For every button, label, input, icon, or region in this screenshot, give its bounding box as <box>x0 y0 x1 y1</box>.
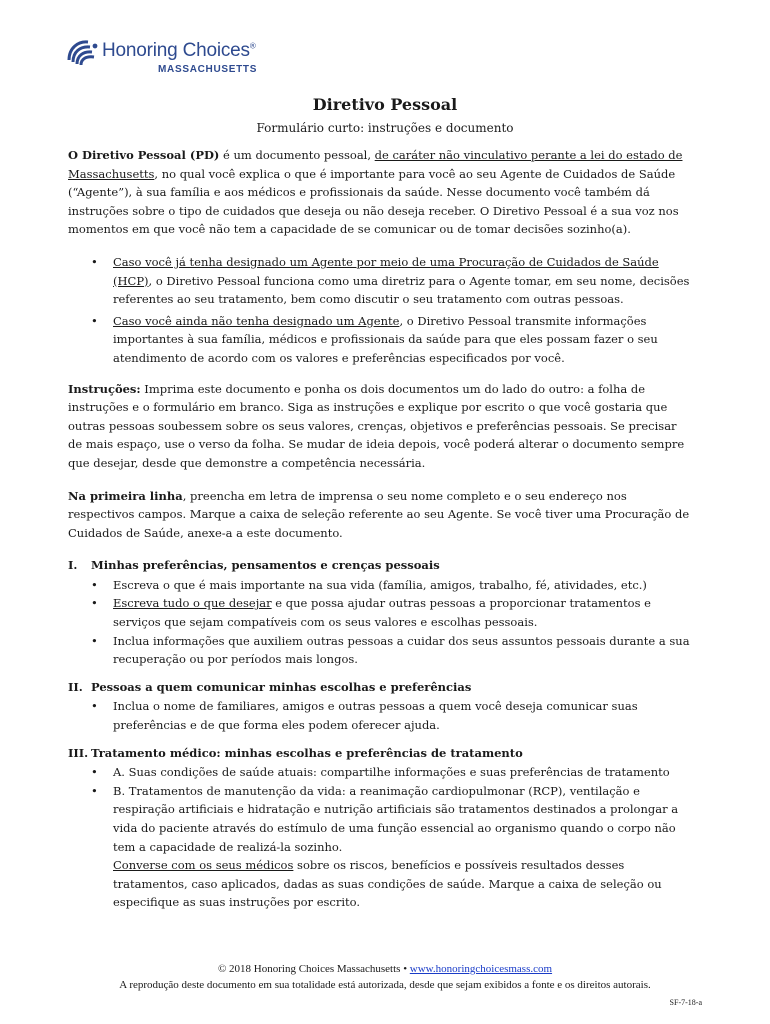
intro-bullets <box>68 253 694 368</box>
list-item: • A. Suas condições de saúde atuais: compartilhe informações e suas preferências de tratamento <box>68 763 694 782</box>
list-item: • Escreva tudo o que desejar e que possa ajudar outras pessoas a proporcionar tratamentos e serviços que sejam compatíveis com os seus valores e escolhas pessoais. <box>68 594 694 631</box>
footer-reproduction: A reprodução deste documento em sua totalidade está autorizada, desde que sejam exibidos a fonte e os direitos autorais. <box>119 979 651 991</box>
page-subtitle: Formulário curto: instruções e documento <box>256 121 514 135</box>
list-item: • Caso você já tenha designado um Agente por meio de uma Procuração de Cuidados de Saúde (HCP), o Diretivo Pessoal funciona como uma diretriz para o Agente tomar, em seu nome, decisões referentes ao seu tratamento, bem como discutir o seu tratamento com outras pessoas. <box>68 253 694 309</box>
list-item: • Inclua o nome de familiares, amigos e outras pessoas a quem você deseja comunicar suas preferências e de que forma eles podem oferecer ajuda. <box>68 697 694 734</box>
section-heading: II. Pessoas a quem comunicar minhas escolhas e preferências <box>68 679 472 694</box>
list-item: • Inclua informações que auxiliem outras pessoas a cuidar dos seus assuntos pessoais durante a sua recuperação ou por períodos mais longos. <box>68 632 694 669</box>
instructions-paragraph: Instruções: Imprima este documento e ponha os dois documentos um do lado do outro: a folha de instruções e o formulário em branco. Siga as instruções e explique por escrito o que você gostaria que outras pessoas soubessem sobre os seus valores, crenças, objetivos e preferências pessoais. Se precisar de mais espaço, use o verso da folha. Se mudar de ideia depois, você poderá alterar o documento sempre que desejar, desde que demonstre a competência necessária. <box>68 381 685 470</box>
logo-emblem-icon <box>66 38 100 68</box>
footer-copyright: © 2018 Honoring Choices Massachusetts • www.honoringchoicesmass.com <box>217 963 553 975</box>
list-item: • Caso você ainda não tenha designado um Agente, o Diretivo Pessoal transmite informações importantes à sua família, médicos e profissionais da saúde para que eles possam fazer o seu atendimento de acordo com os valores e preferências especificados por você. <box>68 312 694 368</box>
form-code: SF-7-18-a <box>669 998 702 1007</box>
first-line-paragraph: Na primeira linha, preencha em letra de imprensa o seu nome completo e o seu endereço nos respectivos campos. Marque a caixa de seleção referente ao seu Agente. Se você tiver uma Procuração de Cuidados de Saúde, anexe-a a este documento. <box>68 488 690 540</box>
website-link[interactable]: www.honoringchoicesmass.com <box>409 963 553 975</box>
section-list <box>68 697 694 734</box>
section-heading: I. Minhas preferências, pensamentos e crenças pessoais <box>68 558 440 573</box>
section-heading: III. Tratamento médico: minhas escolhas e preferências de tratamento <box>68 745 523 760</box>
section-list <box>68 576 694 669</box>
list-item: • Escreva o que é mais importante na sua vida (família, amigos, trabalho, fé, atividades, etc.) <box>68 576 694 595</box>
logo <box>66 36 266 84</box>
section-list <box>68 763 694 912</box>
logo-state: MASSACHUSETTS <box>158 64 258 75</box>
intro-paragraph: O Diretivo Pessoal (PD) é um documento pessoal, de caráter não vinculativo perante a lei do estado de Massachusetts, no qual você explica o que é importante para você ao seu Agente de Cuidados de Saúde (“Agente”), à sua família e aos médicos e profissionais da saúde. Nesse documento você também dá instruções sobre o tipo de cuidados que deseja ou não deseja receber. O Diretivo Pessoal é a sua voz nos momentos em que você não tem a capacidade de se comunicar ou de tomar decisões sozinho(a). <box>68 148 683 237</box>
list-item: • B. Tratamentos de manutenção da vida: a reanimação cardiopulmonar (RCP), ventilação e respiração artificiais e hidratação e nutrição artificiais são tratamentos destinados a prolongar a vida do paciente através do estímulo de uma função essencial ao organismo quando o corpo não tem a capacidade de realizá-la sozinho. Converse com os seus médicos sobre os riscos, benefícios e possíveis resultados desses tratamentos, caso aplicados, dadas as suas condições de saúde. Marque a caixa de seleção ou especifique as suas instruções por escrito. <box>68 782 694 912</box>
document-body <box>68 146 694 921</box>
logo-name: Honoring Choices® <box>102 40 256 61</box>
page-title: Diretivo Pessoal <box>312 95 458 114</box>
talk-to-doctors-text: Converse com os seus médicos <box>113 858 294 873</box>
